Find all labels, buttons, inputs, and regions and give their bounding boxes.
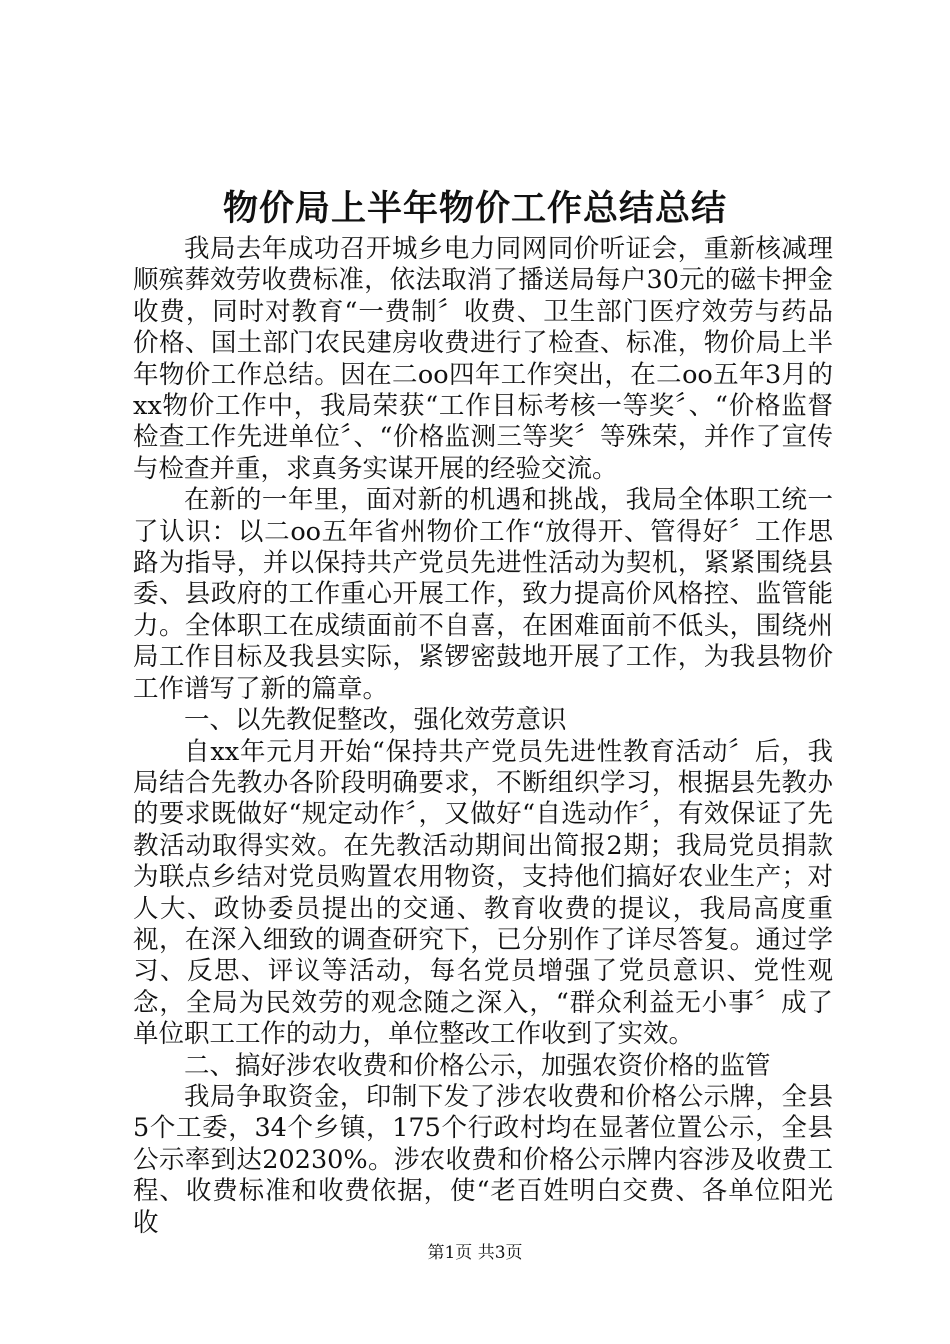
paragraph-new-year: 在新的一年里，面对新的机遇和挑战，我局全体职工统一了认识：以二oo五年省州物价工作“放得开、管得好〞工作思路为指导，并以保持共产党员先进性活动为契机，紧紧围绕县委、县政府的工作重心开展工作，致力提高价风格控、监管能力。全体职工在成绩面前不自喜，在困难面前不低头，围绕州局工作目标及我县实际，紧锣密鼓地开展了工作，为我县物价工作谱写了新的篇章。 — [133, 485, 833, 704]
paragraph-section-2: 我局争取资金，印制下发了涉农收费和价格公示牌，全县5个工委，34个乡镇，175个行政村均在显著位置公示，全县公示率到达20230%。涉农收费和价格公示牌内容涉及收费工程、收费标准和收费依据，使“老百姓明白交费、各单位阳光收 — [133, 1081, 833, 1238]
paragraph-intro: 我局去年成功召开城乡电力同网同价听证会，重新核减理顺殡葬效劳收费标准，依法取消了播送局每户30元的磁卡押金收费，同时对教育“一费制〞收费、卫生部门医疗效劳与药品价格、国土部门农民建房收费进行了检查、标准，物价局上半年物价工作总结。因在二oo四年工作突出，在二oo五年3月的xx物价工作中，我局荣获“工作目标考核一等奖〞、“价格监督检查工作先进单位〞、“价格监测三等奖〞等殊荣，并作了宣传与检查并重，求真务实谋开展的经验交流。 — [133, 234, 833, 484]
page-footer: 第1页 共3页 — [427, 1243, 523, 1263]
paragraph-section-1: 自xx年元月开始“保持共产党员先进性教育活动〞后，我局结合先教办各阶段明确要求，不断组织学习，根据县先教办的要求既做好“规定动作〞，又做好“自选动作〞，有效保证了先教活动取得实效。在先教活动期间出简报2期；我局党员捐款为联点乡结对党员购置农用物资，支持他们搞好农业生产；对人大、政协委员提出的交通、教育收费的提议，我局高度重视，在深入细致的调查研究下，已分别作了详尽答复。通过学习、反思、评议等活动，每名党员增强了党员意识、党性观念，全局为民效劳的观念随之深入，“群众利益无小事〞成了单位职工工作的动力，单位整改工作收到了实效。 — [133, 736, 833, 1050]
section-heading-2: 二、搞好涉农收费和价格公示，加强农资价格的监管 — [184, 1050, 771, 1081]
document-title: 物价局上半年物价工作总结总结 — [222, 188, 727, 229]
section-heading-1: 一、以先教促整改，强化效劳意识 — [184, 705, 567, 736]
document-body — [133, 234, 833, 1239]
